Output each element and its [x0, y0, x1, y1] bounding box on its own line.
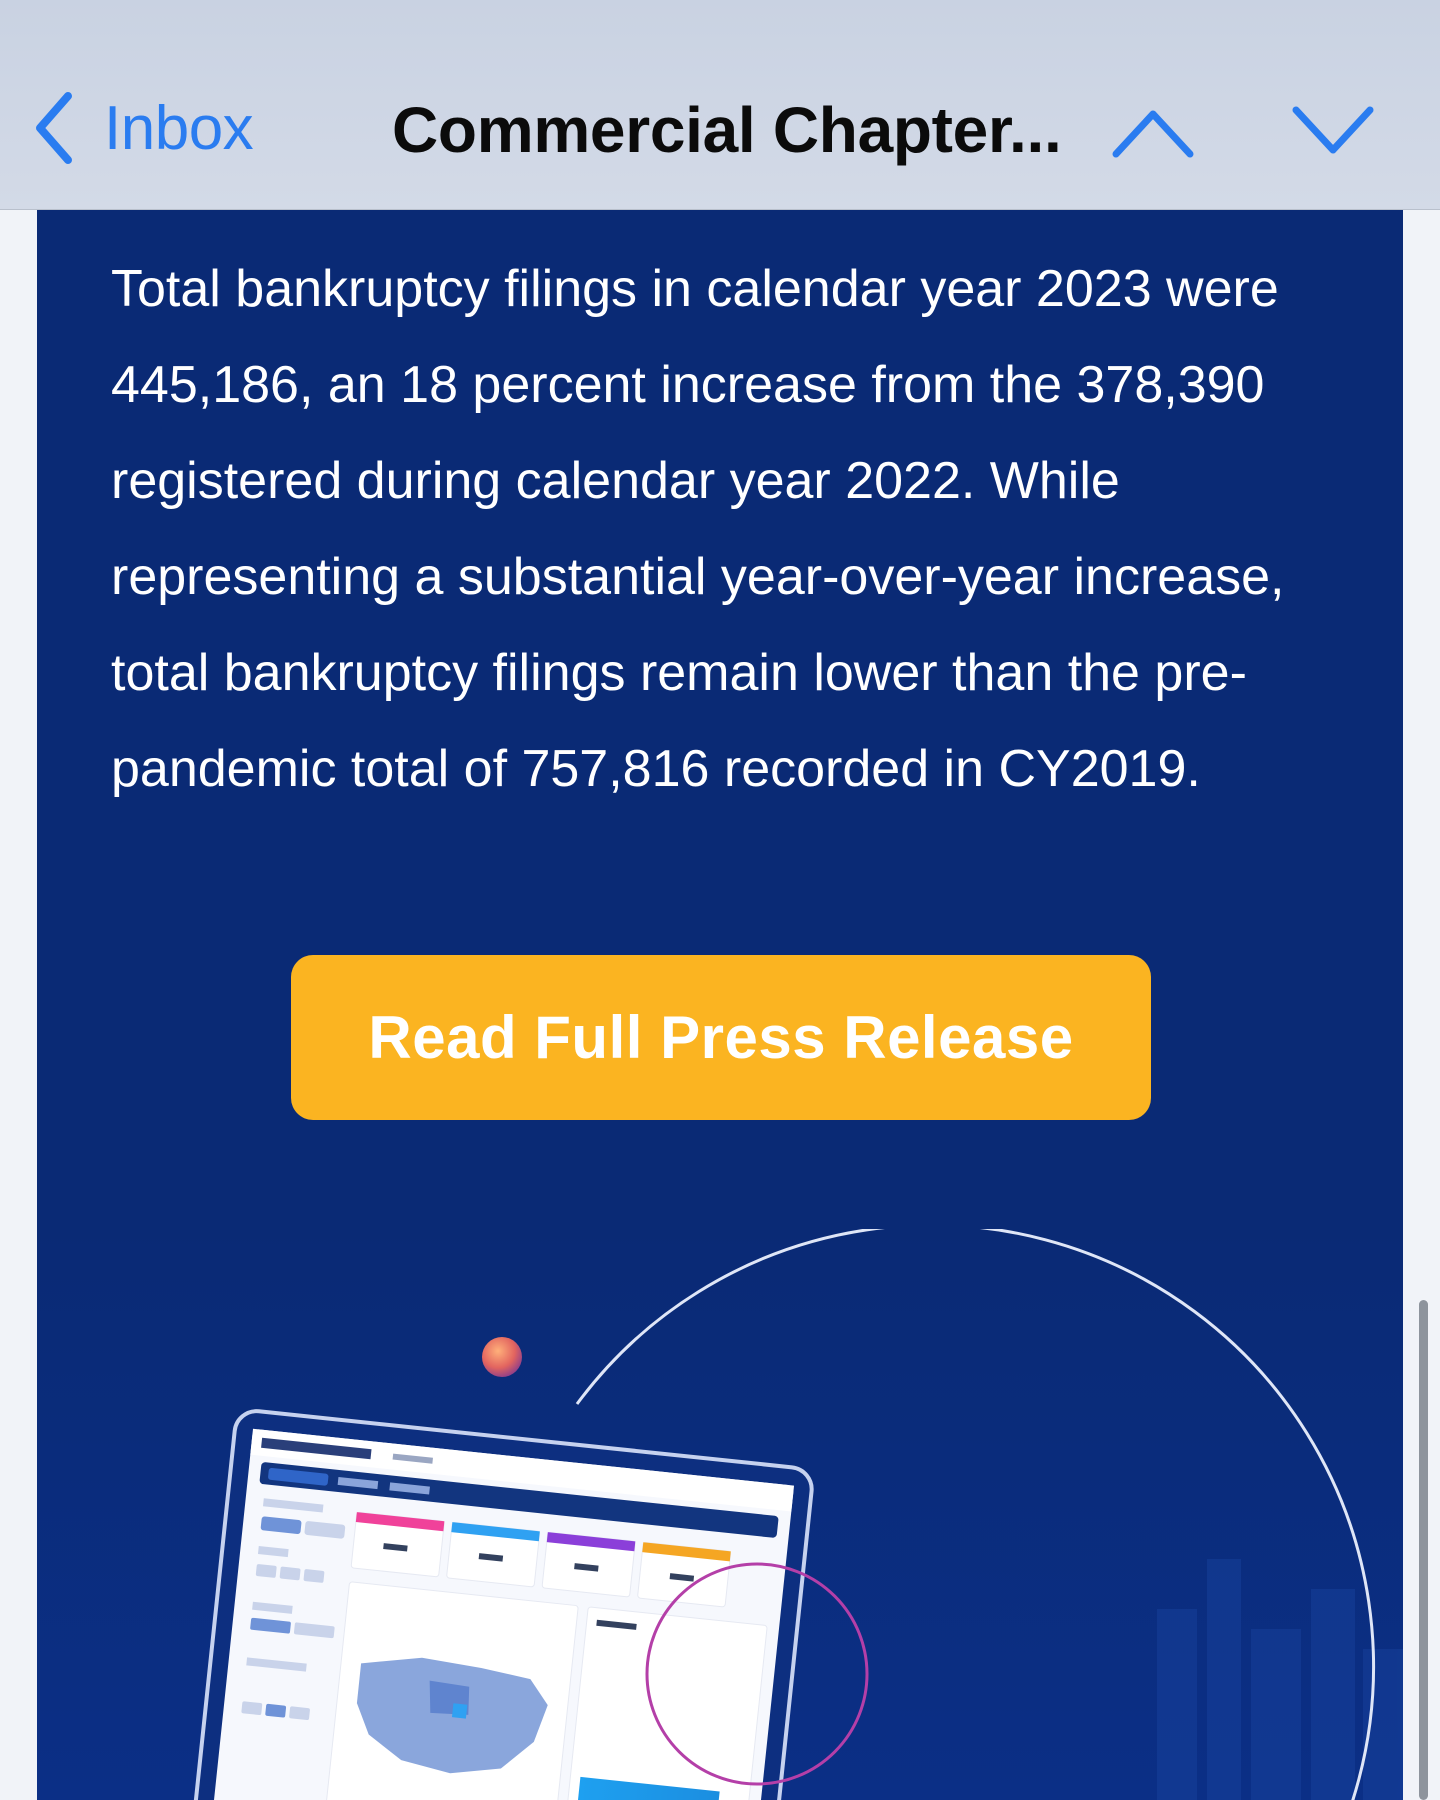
chevron-up-icon — [1108, 96, 1198, 166]
left-gutter — [0, 209, 37, 1800]
back-to-inbox-button[interactable] — [30, 88, 253, 168]
read-full-press-release-button[interactable]: Read Full Press Release — [291, 955, 1151, 1120]
chevron-down-icon — [1288, 96, 1378, 166]
email-content-panel — [37, 209, 1403, 1800]
chevron-left-icon — [30, 88, 80, 168]
back-label: Inbox — [104, 93, 254, 163]
email-body-paragraph: Total bankruptcy filings in calendar year 2023 were 445,186, an 18 percent increase from the 378,390 registered during calendar year 2022. While representing a substantial year-over-year increase, total bankruptcy filings remain lower than the pre-pandemic total of 757,816 recorded in CY2019. — [111, 260, 1285, 798]
next-message-button[interactable] — [1288, 96, 1378, 166]
scrollbar[interactable] — [1419, 1300, 1428, 1800]
previous-message-button[interactable] — [1108, 96, 1198, 166]
navigation-bar — [0, 0, 1440, 210]
email-subject-title: Commercial Chapter... — [392, 94, 1062, 166]
dashboard-illustration — [37, 1229, 1403, 1800]
